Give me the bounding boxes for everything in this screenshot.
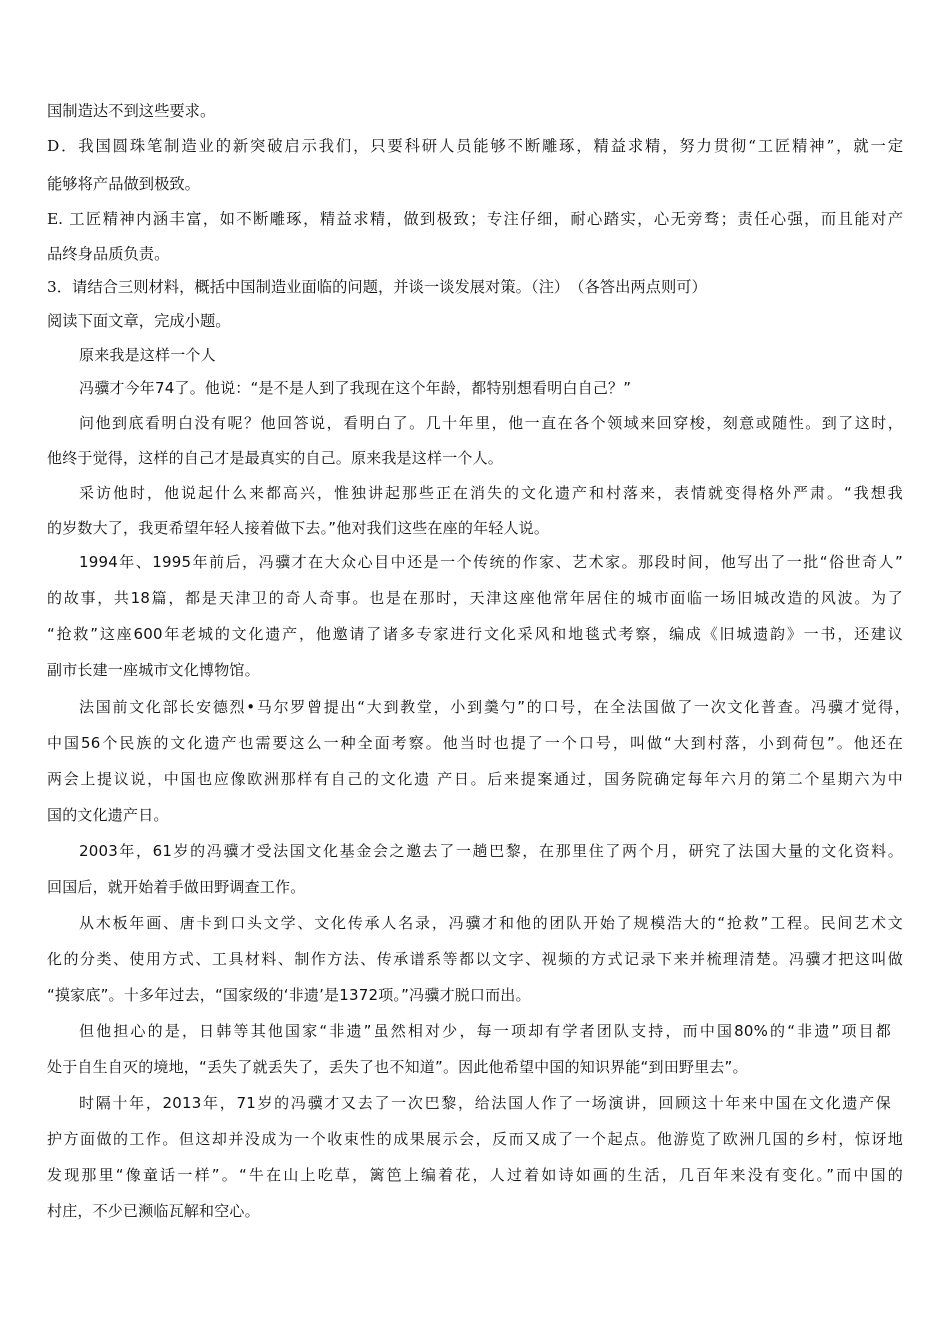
article-line: 化的分类、使用方式、工具材料、制作方法、传承谱系等都以文字、视频的方式记录下来并梳理清楚。冯骥才把这叫做 (47, 950, 903, 968)
article-line: 回国后，就开始着手做田野调查工作。 (47, 878, 306, 896)
article-line: 1994年、1995年前后，冯骥才在大众心目中还是一个传统的作家、艺术家。那段时间，他写出了一批“俗世奇人” (79, 553, 903, 571)
article-line: 村庄，不少已濒临瓦解和空心。 (47, 1202, 260, 1220)
option-d-line-2: 能够将产品做到极致。 (47, 175, 200, 193)
question-3: 3．请结合三则材料，概括中国制造业面临的问题，并谈一谈发展对策。（注） （各答出两点则可） (47, 278, 707, 296)
article-line: 两会上提议说，中国也应像欧洲那样有自己的文化遗 产日。后来提案通过，国务院确定每年六月的第二个星期六为中 (47, 770, 903, 788)
article-line: 他终于觉得，这样的自己才是最真实的自己。原来我是这样一个人。 (47, 449, 504, 467)
article-line: 护方面做的工作。但这却并没成为一个收束性的成果展示会，反而又成了一个起点。他游览了欧洲几国的乡村，惊讶地 (47, 1130, 903, 1148)
reading-instruction: 阅读下面文章，完成小题。 (47, 312, 231, 330)
article-line: 问他到底看明白没有呢？他回答说，看明白了。几十年里，他一直在各个领域来回穿梭，刻意或随性。到了这时， (79, 414, 903, 432)
option-d-line-1: D．我国圆珠笔制造业的新突破启示我们，只要科研人员能够不断雕琢，精益求精，努力贯彻“工匠精神”，就一定 (47, 137, 903, 155)
option-c-continuation: 国制造达不到这些要求。 (47, 102, 216, 120)
article-line: 的岁数大了，我更希望年轻人接着做下去。”他对我们这些在座的年轻人说。 (47, 519, 550, 537)
article-line: 2003年，61岁的冯骥才受法国文化基金会之邀去了一趟巴黎，在那里住了两个月，研究了法国大量的文化资料。 (79, 842, 903, 860)
article-line: 但他担心的是，日韩等其他国家“非遗”虽然相对少，每一项却有学者团队支持，而中国80%的“非遗”项目都 (79, 1022, 891, 1040)
article-line: “摸家底”。十多年过去，“国家级的‘非遗’是1372项。”冯骥才脱口而出。 (47, 986, 531, 1004)
article-line: 冯骥才今年74了。他说：“是不是人到了我现在这个年龄，都特别想看明白自己？” (79, 379, 632, 397)
option-e-line-1: E. 工匠精神内涵丰富，如不断雕琢，精益求精，做到极致；专注仔细，耐心踏实，心无旁骛；责任心强，而且能对产 (47, 210, 903, 228)
article-line: 采访他时，他说起什么来都高兴，惟独讲起那些正在消失的文化遗产和村落来，表情就变得格外严肃。“我想我 (79, 484, 903, 502)
article-line: 时隔十年，2013年，71岁的冯骥才又去了一次巴黎，给法国人作了一场演讲，回顾这十年来中国在文化遗产保 (79, 1094, 891, 1112)
article-line: “抢救”这座600年老城的文化遗产，他邀请了诸多专家进行文化采风和地毯式考察，编成《旧城遗韵》一书，还建议 (47, 625, 903, 643)
article-line: 的故事，共18篇，都是天津卫的奇人奇事。也是在那时，天津这座他常年居住的城市面临一场旧城改造的风波。为了 (47, 589, 903, 607)
article-line: 国的文化遗产日。 (47, 806, 169, 824)
article-line: 发现那里“像童话一样”。“牛在山上吃草，篱笆上编着花，人过着如诗如画的生活，几百年来没有变化。”而中国的 (47, 1166, 903, 1184)
option-e-line-2: 品终身品质负责。 (47, 245, 170, 263)
article-line: 副市长建一座城市文化博物馆。 (47, 661, 260, 679)
article-line: 从木板年画、唐卡到口头文学、文化传承人名录，冯骥才和他的团队开始了规模浩大的“抢救”工程。民间艺术文 (79, 914, 903, 932)
article-line: 中国56个民族的文化遗产也需要这么一种全面考察。他当时也提了一个口号，叫做“大到村落，小到荷包”。他还在 (47, 734, 903, 752)
article-line: 处于自生自灭的境地，“丢失了就丢失了，丢失了也不知道”。因此他希望中国的知识界能“到田野里去”。 (47, 1058, 748, 1076)
article-line: 法国前文化部长安德烈•马尔罗曾提出“大到教堂，小到羹勺”的口号，在全法国做了一次文化普查。冯骥才觉得， (79, 698, 910, 716)
article-title: 原来我是这样一个人 (79, 346, 216, 364)
